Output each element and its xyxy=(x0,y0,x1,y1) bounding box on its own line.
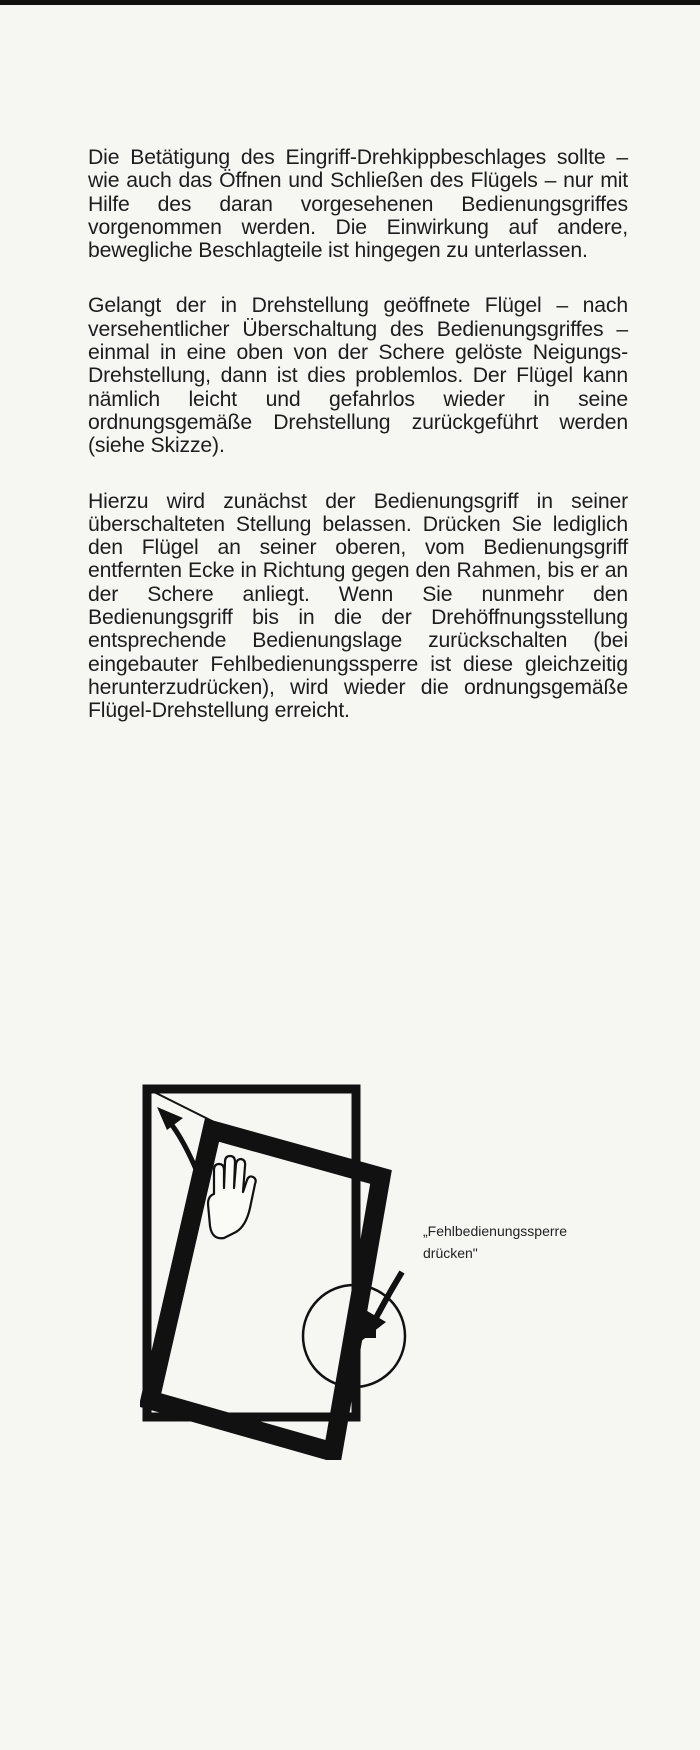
paragraph-1: Die Betätigung des Eingriff-Drehkippbeschlages sollte – wie auch das Öffnen und Schließen des Flügels – nur mit Hilfe des daran vorgesehenen Bedienungsgriffes vorgenommen werden. Die Einwirkung auf andere, bewegliche Beschlagteile ist hingegen zu unterlassen. xyxy=(88,146,628,263)
caption-line-1: „Fehlbedienungssperre xyxy=(423,1223,567,1239)
push-arrow-icon xyxy=(168,1120,198,1174)
sash-guide-line xyxy=(152,1091,224,1127)
window-sash xyxy=(150,1130,381,1452)
body-text xyxy=(88,146,628,755)
paragraph-3: Hierzu wird zunächst der Bedienungsgriff in seiner überschalteten Stellung belassen. Drücken Sie lediglich den Flügel an seiner oberen, vom Bedienungsgriff entfernten Ecke in Richtung gegen den Rahmen, bis er an der Schere anliegt. Wenn Sie nunmehr den Bedienungsgriff bis in die der Drehöffnungsstellung entsprechende Bedienungslage zurückschalten (bei eingebauter Fehlbedienungssperre ist diese gleichzeitig herunterzudrücken), wird wieder die ordnungsgemäße Flügel-Drehstellung erreicht. xyxy=(88,489,628,723)
caption-line-2: drücken" xyxy=(423,1245,478,1261)
push-arrow-head-icon xyxy=(157,1107,183,1130)
figure-caption xyxy=(423,1220,643,1264)
lock-block xyxy=(362,1324,376,1338)
paragraph-2: Gelangt der in Drehstellung geöffnete Flügel – nach versehentlicher Überschaltung des Bedienungsgriffes – einmal in eine oben von der Schere gelöste Neigungs-Drehstellung, dann ist dies problemlos. Der Flügel kann nämlich leicht und gefahrlos wieder in seine ordnungsgemäße Drehstellung zurückgeführt werden (siehe Skizze). xyxy=(88,294,628,458)
top-border xyxy=(0,0,700,5)
hand-icon xyxy=(208,1156,256,1238)
window-sash-sketch xyxy=(140,1080,440,1460)
